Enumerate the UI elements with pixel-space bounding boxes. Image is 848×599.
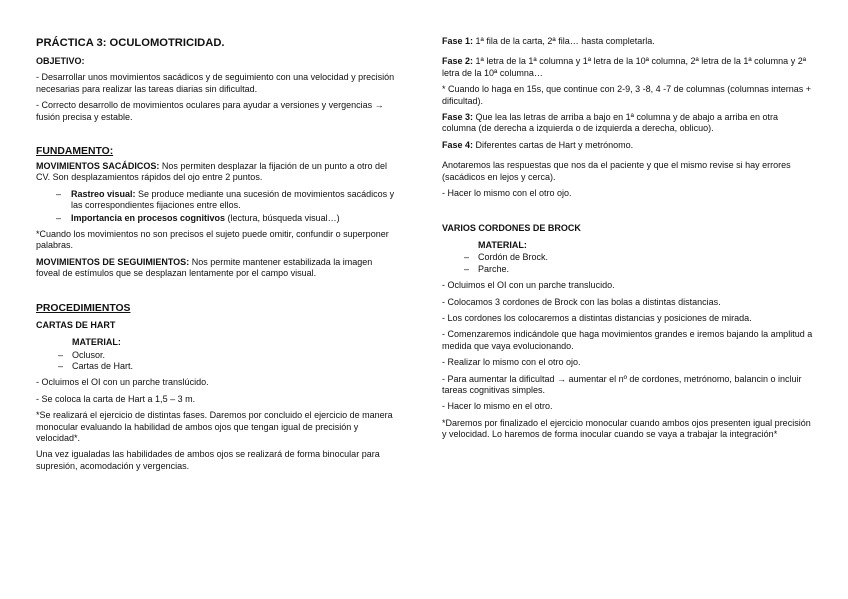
sacadicos-text: Nos permiten desplazar la fijación de un punto a otro del CV. Son desplazamientos rápidos del ojo entre 2 puntos. xyxy=(36,161,387,183)
material-list xyxy=(36,350,398,373)
list-item xyxy=(464,264,814,275)
dash-bullet: – xyxy=(56,212,62,223)
brock-paso: - Para aumentar la dificultad → aumentar el nº de cordones, metrónomo, balancin o incluir tareas cognitivas simples. xyxy=(442,373,802,395)
fases-nota: *Se realizará el ejercicio de distintas fases. Daremos por concluido el ejercicio de manera monocular evaluando la habilidad de ambos ojos que tengan igual de precisión y velocidad*. xyxy=(36,410,393,443)
fase-2-nota: * Cuando lo haga en 15s, que continue con 2-9, 3 -8, 4 -7 de columnas (columnas internas + dificultad). xyxy=(442,84,811,106)
rastreo-text: Se produce mediante una sucesión de movimientos sacádicos y las correspondientes fijaciones entre ellos. xyxy=(71,188,395,211)
paso-2: - Se coloca la carta de Hart a 1,5 – 3 m. xyxy=(36,393,196,404)
paso-1: - Ocluimos el OI con un parche translúcido. xyxy=(36,377,209,388)
list-item xyxy=(464,252,814,263)
material-item: Oclusor. xyxy=(72,349,106,360)
binocular-paragraph: Una vez igualadas las habilidades de ambos ojos se realizará de forma binocular para supresión, acomodación y vergencias. xyxy=(36,449,380,471)
material-list xyxy=(442,252,814,275)
brock-paso: - Comenzaremos indicándole que haga movimientos grandes e iremos bajando la amplitud a medida que vaya evolucionando. xyxy=(442,329,813,351)
list-item-importancia xyxy=(36,213,398,224)
fase-1-paragraph xyxy=(442,36,814,47)
dash-bullet: – xyxy=(56,188,62,199)
fase-4-paragraph xyxy=(442,140,814,151)
fase-4-text: Diferentes cartas de Hart y metrónomo. xyxy=(473,139,634,150)
fase-1-text: 1ª fila de la carta, 2ª fila… hasta completarla. xyxy=(473,36,655,46)
fase-3-paragraph xyxy=(442,112,814,135)
right-column xyxy=(442,36,814,446)
importancia-text: (lectura, búsqueda visual…) xyxy=(225,212,340,223)
dash-bullet: – xyxy=(464,263,470,274)
objetivo-paragraph-1: - Desarrollar unos movimientos sacádicos y de seguimiento con una velocidad y precisión necesarias para realizar las tareas diarias sin dificultad. xyxy=(36,72,395,94)
anotaremos-paragraph: Anotaremos las respuestas que nos da el paciente y que el mismo revise si hay errores (sacádicos en lejos y cerca). xyxy=(442,160,791,182)
list-item-rastreo xyxy=(36,189,398,212)
brock-paso: - Los cordones los colocaremos a distintas distancias y posiciones de mirada. xyxy=(442,312,752,323)
procedimientos-heading: PROCEDIMIENTOS xyxy=(36,302,131,314)
brock-paso: - Realizar lo mismo con el otro ojo. xyxy=(442,357,581,368)
material-item: Parche. xyxy=(478,263,510,274)
dash-bullet: – xyxy=(464,252,470,263)
cartas-heading: CARTAS DE HART xyxy=(36,319,116,330)
left-column xyxy=(36,36,398,477)
brock-paso: - Colocamos 3 cordones de Brock con las bolas a distintas distancias. xyxy=(442,296,721,307)
seguimiento-label: MOVIMIENTOS DE SEGUIMIENTOS: xyxy=(36,256,190,267)
material-item: Cartas de Hart. xyxy=(72,360,134,371)
brock-paso: - Hacer lo mismo en el otro. xyxy=(442,401,553,412)
fundamento-heading: FUNDAMENTO: xyxy=(36,146,114,158)
sacadicos-label: MOVIMIENTOS SACÁDICOS: xyxy=(36,161,160,172)
page-title: PRÁCTICA 3: OCULOMOTRICIDAD. xyxy=(36,37,225,49)
sacadicos-paragraph xyxy=(36,161,398,184)
dash-bullet: – xyxy=(58,360,64,371)
final-nota: *Daremos por finalizado el ejercicio monocular cuando ambos ojos presenten igual precisión y velocidad. Lo haremos de forma inocular cuando se vaya a trabajar la integración* xyxy=(442,417,811,440)
material-label: MATERIAL: xyxy=(478,239,527,250)
fase-4-label: Fase 4: xyxy=(442,139,474,150)
otro-ojo-paragraph: - Hacer lo mismo con el otro ojo. xyxy=(442,188,572,199)
fase-1-label: Fase 1: xyxy=(442,36,474,46)
fase-2-label: Fase 2: xyxy=(442,56,474,67)
fase-2-paragraph xyxy=(442,56,814,79)
objetivo-paragraph-2: - Correcto desarrollo de movimientos oculares para ayudar a versiones y vergencias → fusión precisa y estable. xyxy=(36,100,384,122)
nota-precisos: *Cuando los movimientos no son precisos el sujeto puede omitir, confundir o superponer palabras. xyxy=(36,229,389,251)
brock-heading: VARIOS CORDONES DE BROCK xyxy=(442,223,581,234)
material-label: MATERIAL: xyxy=(72,337,121,348)
rastreo-label: Rastreo visual: xyxy=(71,188,136,199)
brock-paso: - Ocluimos el OI con un parche translucido. xyxy=(442,280,615,291)
list-item xyxy=(58,361,398,372)
seguimiento-text: Nos permite mantener estabilizada la imagen foveal de estímulos que se desplazan lentamente por el campo visual. xyxy=(36,256,373,279)
fase-2-text: 1ª letra de la 1ª columna y 1ª letra de la 10ª columna, 2ª letra de la 1ª columna y 2ª letra de la 10ª columna… xyxy=(442,56,807,78)
list-item xyxy=(58,350,398,361)
fase-3-text: Que lea las letras de arriba a bajo en 1ª columna y de abajo a arriba en otra columna (de derecha a izquierda o de izquierda a derecha, oblicuo). xyxy=(442,112,779,134)
objetivo-label: OBJETIVO: xyxy=(36,56,85,66)
material-item: Cordón de Brock. xyxy=(478,252,549,263)
seguimiento-paragraph xyxy=(36,257,398,280)
fase-3-label: Fase 3: xyxy=(442,112,474,123)
dash-bullet: – xyxy=(58,349,64,360)
importancia-label: Importancia en procesos cognitivos xyxy=(71,212,226,223)
